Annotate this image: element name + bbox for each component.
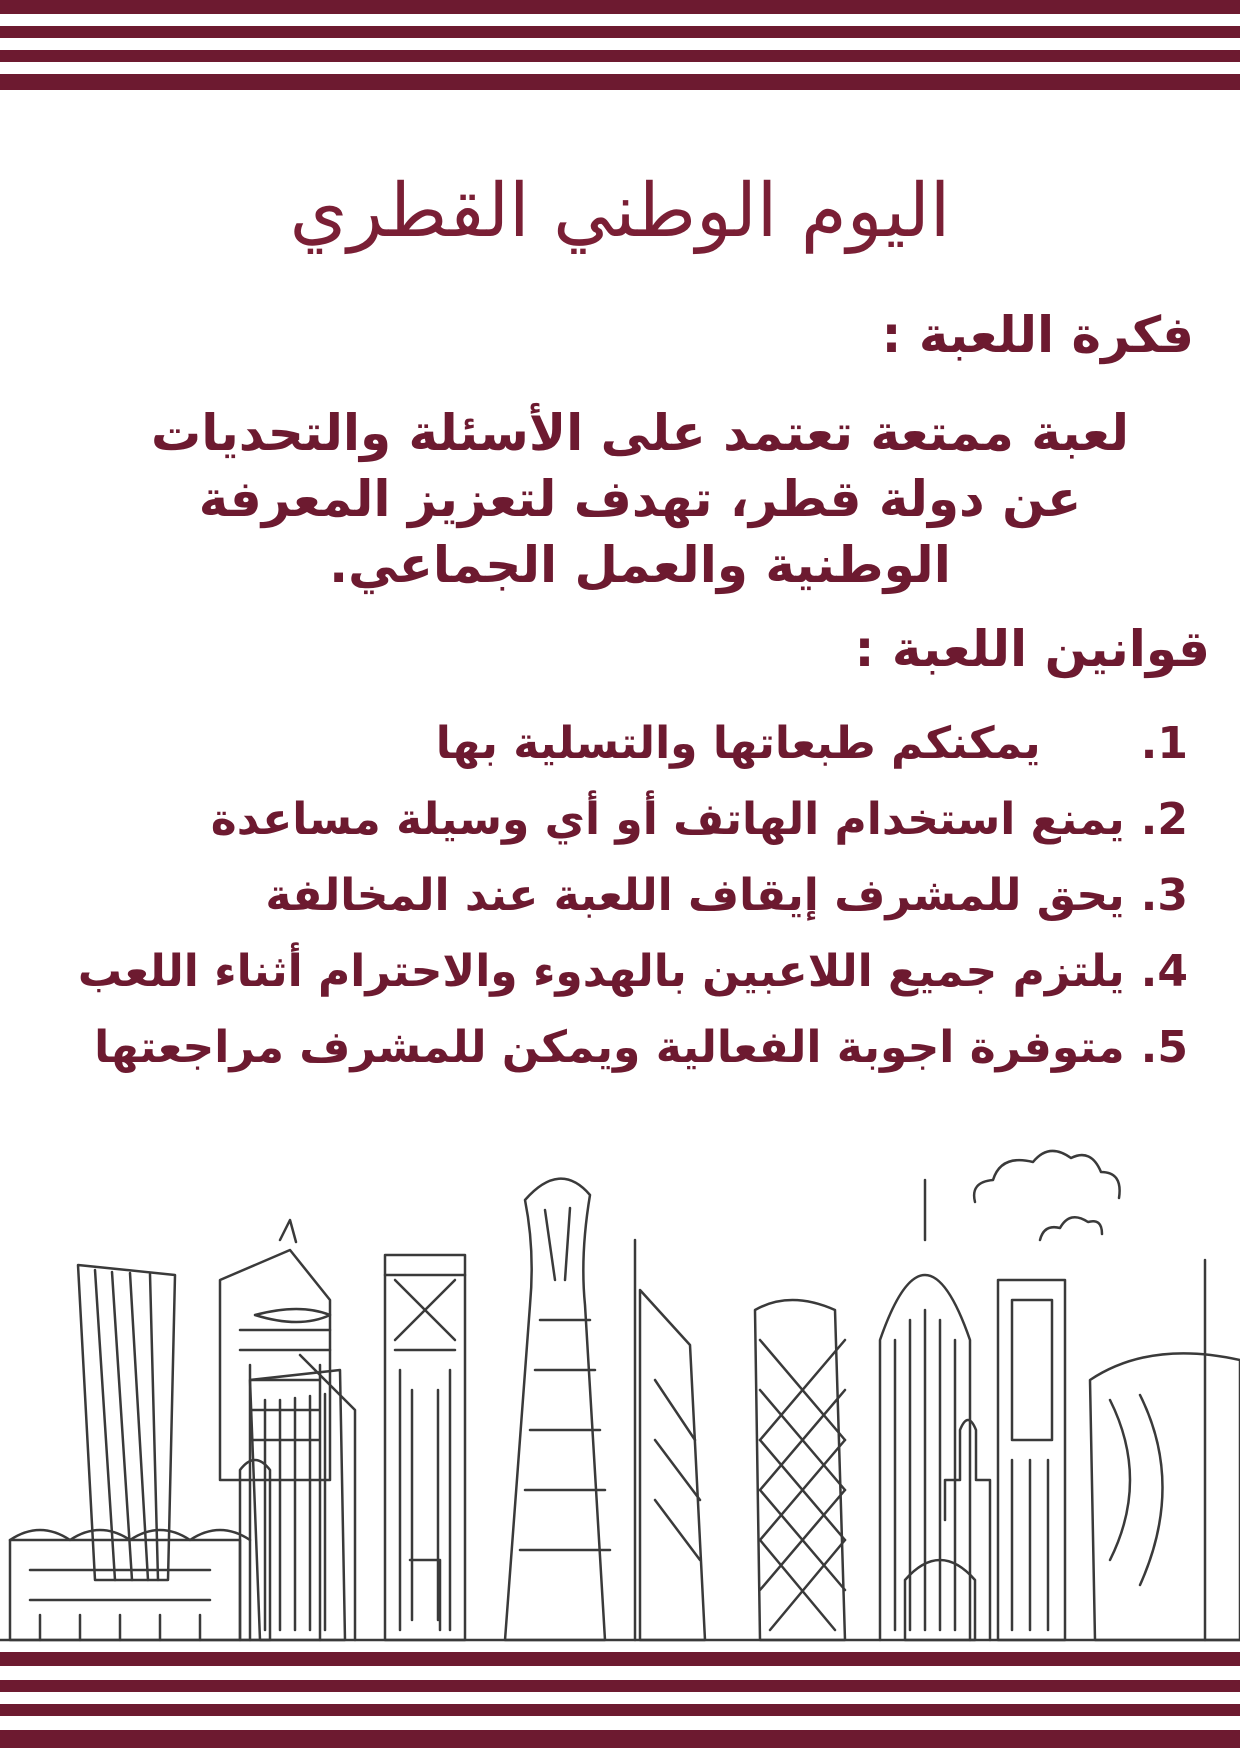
rule-item <box>68 718 1188 794</box>
office-tower-icon <box>250 1355 355 1640</box>
cloud-icon <box>974 1151 1120 1202</box>
doha-skyline-illustration <box>0 1140 1240 1656</box>
rules-list <box>68 718 1188 1098</box>
twisted-tower-icon <box>78 1265 175 1580</box>
rule-number: 2. <box>1140 794 1188 845</box>
mosque-icon <box>905 1420 990 1640</box>
disc-tower-icon <box>220 1220 330 1640</box>
rule-text: يمنع استخدام الهاتف أو أي وسيلة مساعدة <box>210 794 1125 845</box>
rule-item <box>68 1022 1188 1098</box>
hourglass-tower-icon <box>385 1255 465 1640</box>
rule-number: 3. <box>1140 870 1188 921</box>
rule-text: يمكنكم طبعاتها والتسلية بها <box>435 718 1041 769</box>
angular-tower-icon <box>640 1290 705 1640</box>
rule-number: 1. <box>1140 718 1188 769</box>
page-title: اليوم الوطني القطري <box>289 168 951 254</box>
low-buildings-icon <box>10 1460 270 1640</box>
aspire-tower-icon <box>505 1179 610 1640</box>
idea-description: لعبة ممتعة تعتمد على الأسئلة والتحديات عن دولة قطر، تهدف لتعزيز المعرفة الوطنية والعمل الجماعي. <box>151 404 1129 594</box>
rule-number: 4. <box>1140 946 1188 997</box>
doha-tower-icon <box>880 1180 970 1640</box>
rule-text: متوفرة اجوبة الفعالية ويمكن للمشرف مراجعتها <box>94 1022 1125 1073</box>
rect-tower-icon <box>998 1280 1065 1640</box>
cloud-icon <box>1040 1217 1102 1240</box>
rule-text: يلتزم جميع اللاعبين بالهدوء والاحترام أثناء اللعب <box>77 946 1125 997</box>
rule-text: يحق للمشرف إيقاف اللعبة عند المخالفة <box>265 870 1125 921</box>
top-stripe-border <box>0 0 1240 96</box>
rules-heading: قوانين اللعبة : <box>854 620 1210 678</box>
curved-building-icon <box>1090 1260 1240 1640</box>
rule-number: 5. <box>1140 1022 1188 1073</box>
rule-item <box>68 870 1188 946</box>
idea-heading: فكرة اللعبة : <box>881 306 1194 364</box>
lattice-tower-icon <box>755 1300 845 1640</box>
rule-item <box>68 946 1188 1022</box>
rule-item <box>68 794 1188 870</box>
bottom-stripe-border <box>0 1652 1240 1748</box>
